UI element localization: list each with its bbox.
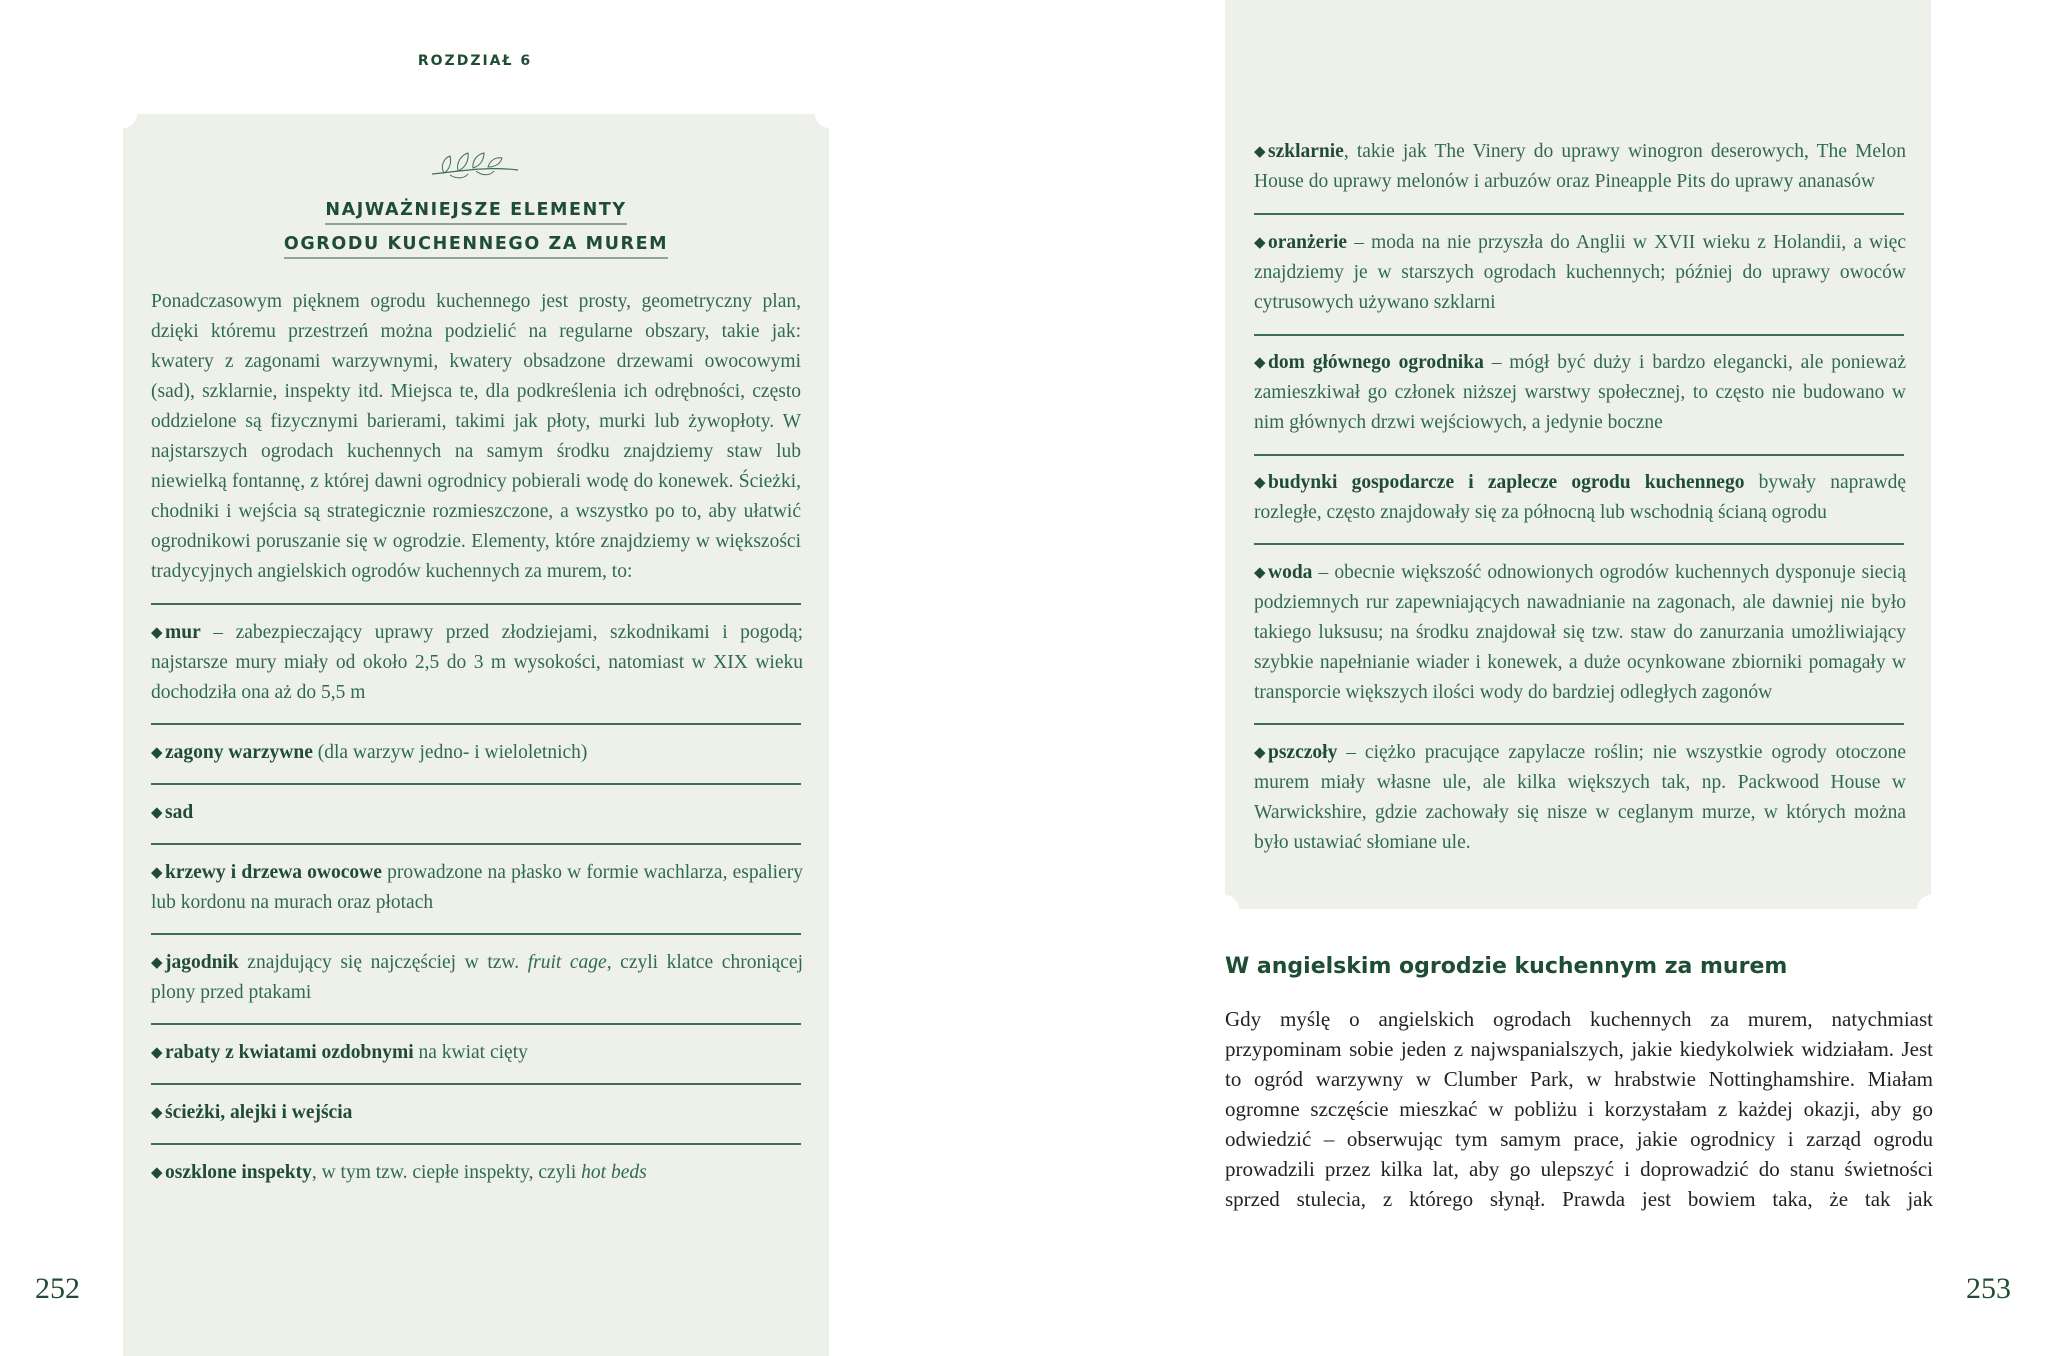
section-title: W angielskim ogrodzie kuchennym za murem: [1225, 954, 1788, 979]
running-head-left: ROZDZIAŁ 6: [417, 53, 533, 69]
divider: [151, 783, 801, 785]
list-item-rabaty: ◆ rabaty z kwiatami ozdobnymi na kwiat cięty: [151, 1038, 803, 1068]
divider: [1254, 334, 1904, 336]
list-item-szklarnie: ◆ szklarnie, takie jak The Vinery do uprawy winogron deserowych, The Melon House do uprawy melonów i arbuzów oraz Pineapple Pits do uprawy ananasów: [1254, 137, 1906, 197]
page-number-right: 253: [1966, 1272, 2011, 1305]
divider: [151, 1143, 801, 1145]
divider: [1254, 723, 1904, 725]
list-item-zagony: ◆ zagony warzywne (dla warzyw jedno- i wieloletnich): [151, 738, 803, 768]
box-heading-line-2: OGRODU KUCHENNEGO ZA MUREM: [123, 234, 829, 254]
list-item-oranzerie: ◆ oranżerie – moda na nie przyszła do Anglii w XVII wieku z Holandii, a więc znajdziemy je w starszych ogrodach kuchennych; później do uprawy owoców cytrusowych używano szklarni: [1254, 228, 1906, 318]
list-item-budynki: ◆ budynki gospodarcze i zaplecze ogrodu kuchennego bywały naprawdę rozległe, często znajdowały się za północną lub wschodnią ścianą ogrodu: [1254, 468, 1906, 528]
divider: [151, 933, 801, 935]
list-item-inspekty: ◆ oszklone inspekty, w tym tzw. ciepłe inspekty, czyli hot beds: [151, 1158, 803, 1188]
bullet-diamond-icon: ◆: [1254, 235, 1266, 251]
bullet-diamond-icon: ◆: [151, 865, 163, 881]
list-item-sciezki: ◆ ścieżki, alejki i wejścia: [151, 1098, 803, 1128]
list-item-sad: ◆ sad: [151, 798, 803, 828]
page-number-left: 252: [35, 1272, 80, 1305]
list-item-jagodnik: ◆ jagodnik znajdujący się najczęściej w tzw. fruit cage, czyli klatce chroniącej plony przed ptakami: [151, 948, 803, 1008]
olive-sprig-icon: [430, 146, 520, 180]
divider: [151, 723, 801, 725]
bullet-diamond-icon: ◆: [151, 805, 163, 821]
list-item-dom-ogrodnika: ◆ dom głównego ogrodnika – mógł być duży i bardzo elegancki, ale ponieważ zamieszkiwał go członek niższej warstwy społecznej, to często nie budowano w nim głównych drzwi wejściowych, a jedynie boczne: [1254, 348, 1906, 438]
divider: [151, 1083, 801, 1085]
list-item-mur: ◆ mur – zabezpieczający uprawy przed złodziejami, szkodnikami i pogodą; najstarsze mury miały od około 2,5 do 3 m wysokości, natomiast w XIX wieku dochodziła ona aż do 5,5 m: [151, 618, 803, 708]
divider: [151, 603, 801, 605]
bullet-diamond-icon: ◆: [151, 625, 163, 641]
divider: [1254, 543, 1904, 545]
bullet-diamond-icon: ◆: [1254, 475, 1266, 491]
bullet-diamond-icon: ◆: [1254, 745, 1266, 761]
bullet-diamond-icon: ◆: [151, 955, 163, 971]
bullet-diamond-icon: ◆: [1254, 565, 1266, 581]
body-paragraph: Gdy myślę o angielskich ogrodach kuchennych za murem, natychmiast przypominam sobie jeden z najwspanialszych, jakie kiedykolwiek widziałam. Jest to ogród warzywny w Clumber Park, w hrabstwie Nottinghamshire. Miałam ogromne szczęście mieszkać w pobliżu i korzystałam z każdej okazji, aby go odwiedzić – obserwując tym samym prace, jakie ogrodnicy i zarząd ogrodu prowadzili przez kilka lat, aby go ulepszyć i doprowadzić do stanu świetności sprzed stulecia, z którego słynął. Prawda jest bowiem taka, że tak jak: [1225, 1007, 1933, 1211]
divider: [151, 843, 801, 845]
bullet-diamond-icon: ◆: [151, 1045, 163, 1061]
divider: [1254, 454, 1904, 456]
bullet-diamond-icon: ◆: [1254, 355, 1266, 371]
bullet-diamond-icon: ◆: [151, 745, 163, 761]
box-heading-line-1: NAJWAŻNIEJSZE ELEMENTY: [123, 200, 829, 220]
bullet-diamond-icon: ◆: [151, 1165, 163, 1181]
bullet-diamond-icon: ◆: [151, 1105, 163, 1121]
bullet-diamond-icon: ◆: [1254, 144, 1266, 160]
box-intro-paragraph: Ponadczasowym pięknem ogrodu kuchennego jest prosty, geometryczny plan, dzięki któremu przestrzeń można podzielić na regularne obszary, takie jak: kwatery z zagonami warzywnymi, kwatery obsadzone drzewami owocowymi (sad), szklarnie, inspekty itd. Miejsca te, dla podkreślenia ich odrębności, często oddzielone są fizycznymi barierami, takimi jak płoty, murki lub żywopłoty. W najstarszych ogrodach kuchennych na samym środku znajdziemy staw lub niewielką fontannę, z której dawni ogrodnicy pobierali wodę do konewek. Ścieżki, chodniki i wejścia są strategicznie rozmieszczone, a wszystko po to, aby ułatwić ogrodnikowi poruszanie się w ogrodzie. Elementy, które znajdziemy w większości tradycyjnych angielskich ogrodów kuchennych za murem, to:: [151, 291, 801, 582]
list-item-pszczoly: ◆ pszczoły – ciężko pracujące zapylacze roślin; nie wszystkie ogrody otoczone murem miały własne ule, ale kilka większych tak, np. Packwood House w Warwickshire, gdzie zachowały się nisze w ceglanym murze, w których można było ustawiać słomiane ule.: [1254, 738, 1906, 858]
divider: [1254, 213, 1904, 215]
list-item-krzewy: ◆ krzewy i drzewa owocowe prowadzone na płasko w formie wachlarza, espaliery lub kordonu na murach oraz płotach: [151, 858, 803, 918]
list-item-woda: ◆ woda – obecnie większość odnowionych ogrodów kuchennych dysponuje siecią podziemnych rur zapewniających nawadnianie na zagonach, ale dawniej nie było takiego luksusu; na środku znajdował się tzw. staw do zanurzania umożliwiający szybkie napełnianie wiader i konewek, a duże ocynkowane zbiorniki pomagały w transporcie większych ilości wody do bardziej odległych zagonów: [1254, 558, 1906, 708]
divider: [151, 1023, 801, 1025]
